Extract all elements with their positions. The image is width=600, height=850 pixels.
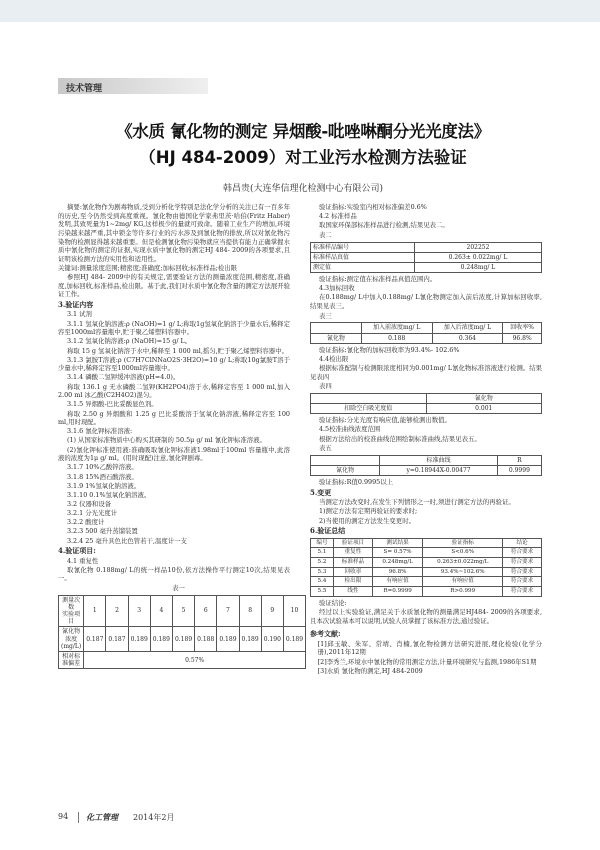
body-text: 3.1.10 0.1%氢氧化钠溶液。	[66, 490, 151, 499]
body-text: 3.2.4 25 毫升具色比色管若干,温度计一支	[66, 536, 187, 545]
table-caption: 表五	[318, 444, 332, 453]
table-cell: 5.3	[311, 567, 334, 577]
reference-item: [2]李秀兰,环境水中氰化物的常用测定方法,计量环境研究与监测,1986年S1期	[317, 657, 537, 666]
table-cell: 符合要求	[503, 558, 542, 568]
body-text: 根据标准配制与检测限浓度相同为0.001mg/ L氰化物标准溶液进行检测。结果见表四	[310, 363, 542, 381]
table-row-label: 标准样品真值	[311, 252, 415, 262]
keywords: 关键词:测量浓度范围;精密度;准确度;加标回收;标准样品;检出限	[58, 263, 238, 272]
table-header-cell: 5	[172, 595, 194, 627]
table-cell: 0.248mg/ L	[414, 262, 541, 272]
table-spike-recovery	[310, 322, 542, 343]
table-cell: 0.9999	[497, 466, 541, 476]
table-cell: 0.263± 0.022mg/ L	[414, 252, 541, 262]
body-text: 3.1.7 10%乙酸锌溶液。	[66, 463, 138, 472]
body-text: 1)测定方法有定期再验证的要求时;	[318, 507, 418, 516]
reference-item: [1]邱玉敏、朱军、常靖、肖楠,氰化物检测方法研究进展,理化检验(化学分册),2011年12期	[317, 639, 542, 657]
subsection-heading: 4.5校准曲线浓度范围	[318, 425, 381, 434]
subsection-heading: 4.4检出限	[318, 354, 349, 363]
body-text: 验证指标:R值0.9995以上	[318, 478, 394, 487]
references-heading: 参考文献:	[310, 629, 341, 639]
table-cell: 5.5	[311, 587, 334, 597]
table-header-cell: 6	[195, 595, 217, 627]
table-cell: 符合要求	[503, 548, 542, 558]
issue-date: 2014年2月	[133, 813, 175, 822]
table-row-label: 氰化物	[311, 466, 380, 476]
body-text: 3.1.2 氢氧化钠溶液:ρ (NaOH)=15 g/ L。	[66, 337, 192, 346]
intro-paragraph: 参照HJ 484- 2009中的有关规定,需要验证方法的测量浓度范围,精密度,准确度,加标回收,标准样品,检出限。基于此,我们对水质中氰化物含量的测定方法展开验证工作。	[58, 273, 290, 299]
table-header-cell: 测量次数	[62, 596, 81, 611]
table-header-cell: 1	[84, 595, 106, 627]
table-header-cell: 编号	[311, 538, 334, 548]
table-header-cell: 标准曲线	[380, 455, 498, 465]
journal-name: 化工管理	[86, 812, 118, 822]
table-row	[311, 548, 542, 558]
category-tag: 技术管理	[58, 78, 208, 94]
table-cell: 重复性	[334, 548, 373, 558]
table-header-cell: 8	[239, 595, 261, 627]
table-row	[311, 577, 542, 587]
body-text: 3.1.1 氢氧化钠溶液:ρ (NaOH)=1 g/ L;称取1g氢氧化钠溶于少量水后,稀释定容至1000ml容量瓶中,贮于聚乙烯塑料容器中。	[58, 319, 290, 337]
left-column	[58, 203, 304, 671]
table-row-label: 氰化物浓度(mg/L)	[59, 627, 84, 652]
table-row-label: 相对标准偏差	[59, 651, 84, 668]
body-text: 3.1.6 氰化钾标准溶液:	[66, 427, 133, 436]
table-header-cell: R	[497, 455, 541, 465]
table-summary	[310, 538, 542, 597]
author-line: 韩昌贵(大连华信理化检测中心有限公司)	[222, 184, 384, 194]
reference-item: [3]水质 氰化物的测定,HJ 484-2009	[317, 666, 423, 675]
body-text: 3.1.3 氯胺T溶液:ρ (C7H7ClNNaO2S·3H2O)=10 g/ L;称取10g氯胺T溶于少量水中,稀释定容至1000ml容量瓶中。	[58, 355, 290, 373]
body-text: 3.1.5 异烟酸-巴比妥酸显色剂。	[66, 400, 158, 409]
table-cell: 0.364	[432, 333, 503, 343]
table-cell: 0.189	[283, 627, 305, 652]
table-cell: 0.188	[361, 333, 432, 343]
table-cell: 回收率	[334, 567, 373, 577]
table-cell: 0.190	[261, 627, 283, 652]
table-row-label: 氰化物	[311, 333, 362, 343]
right-column	[310, 203, 542, 676]
table-cell: 0.188	[195, 627, 217, 652]
table-cell: 符合要求	[503, 577, 542, 587]
table-row-label: 测定值	[311, 262, 415, 272]
body-text: 在0.188mg/ L中加入0.188mg/ L氰化物测定加入前后浓度,计算加标回收率,结果见表三。	[310, 293, 542, 311]
body-text: (2)氰化钾标准使用液:准确吸取氰化钾标准液1.98ml于100ml 容量瓶中,此溶液的浓度为1μ g/ ml。(用时现配)注意,氰化钾剧毒。	[58, 445, 290, 463]
body-text: 验证指标:分光光度有响应值,能够检测出数值。	[318, 416, 451, 425]
table-standard-sample	[310, 242, 542, 274]
table-cell: 有响应值	[423, 577, 503, 587]
page-footer	[58, 812, 548, 824]
table-row-label: 标准样品编号	[311, 242, 415, 252]
table-cell: 0.248mg/L	[372, 558, 422, 568]
table-cell: 0.189	[239, 627, 261, 652]
body-text: (1) 从国家标准物质中心购买其研制的 50.5μ g/ ml 氰化钾标准溶液。	[66, 436, 266, 445]
table-cell: 线性	[334, 587, 373, 597]
table-header-cell: 测试结果	[372, 538, 422, 548]
table-header-cell: 氰化物	[426, 393, 542, 403]
subsection-heading: 3.2 仪器和设备	[66, 499, 112, 508]
subsection-heading: 4.2 标准样品	[318, 212, 357, 221]
section-heading: 6.验证总结	[310, 526, 346, 536]
table-cell: 5.4	[311, 577, 334, 587]
table-cell: 96.8%	[503, 333, 542, 343]
table-header-cell: 加入后浓度mg/ L	[432, 323, 503, 333]
table-cell: 标准样品	[334, 558, 373, 568]
body-text: 3.1.8 15%酒石酸溶液。	[66, 472, 138, 481]
references-list	[310, 640, 542, 676]
table-cell: 5.1	[311, 548, 334, 558]
section-heading: 5.变更	[310, 487, 332, 497]
table-header-cell: 结论	[503, 538, 542, 548]
body-text: 2)当使用的测定方法发生变更时。	[318, 516, 415, 525]
subsection-heading: 4.1 重复性	[66, 556, 99, 565]
table-header-cell: 2	[106, 595, 128, 627]
body-text: 3.2.3 500 毫升蒸馏装置	[66, 527, 138, 536]
body-text: 验证指标:测定值在标准样品真值范围内。	[318, 275, 437, 284]
table-header-cell: 验证项目	[334, 538, 373, 548]
body-text: 称取 136.1 g 无水磷酸二氢钾(KH2PO4)溶于水,稀释定容至 1 000 ml,加入 2.00 ml 冰乙酸(C2H4O2)混匀。	[58, 382, 290, 400]
table-cell: 检出限	[334, 577, 373, 587]
table-cell: 符合要求	[503, 567, 542, 577]
subsection-heading: 3.1 试剂	[66, 310, 92, 319]
article-title-line2: （HJ 484-2009）对工业污水检测方法验证	[139, 148, 467, 167]
table-cell: 93.4%~102.6%	[423, 567, 503, 577]
page-number: 94	[58, 812, 69, 821]
table-calibration-curve	[310, 455, 542, 476]
body-text: 根据方法给出的校准曲线范围绘制标准曲线,结果见表五。	[318, 434, 481, 443]
body-text: 称取 15 g 氢氧化钠溶于水中,稀释至 1 000 ml,摇匀,贮于聚乙烯塑料容器中。	[66, 346, 288, 355]
body-text: 验证指标:氰化物的加标回收率为93.4%- 102.6%	[318, 345, 460, 354]
footer-divider	[78, 812, 79, 823]
body-text: 验证结论:	[318, 598, 347, 607]
body-text: 称取 2.50 g 异烟酸和 1.25 g 巴比妥酸溶于氢氧化钠溶液,稀释定容至 100 ml,用时现配。	[58, 409, 290, 427]
table-cell: 0.187	[106, 627, 128, 652]
table-cell: S<0.6%	[423, 548, 503, 558]
table-caption: 表二	[318, 230, 332, 239]
table-header-cell: 3	[128, 595, 150, 627]
body-text: 验证指标:实验室内相对标准偏差0.6%	[318, 203, 427, 211]
table-row-label: 扣除空白吸光度值	[311, 404, 427, 414]
table-cell: 96.8%	[372, 567, 422, 577]
table-header-cell: 10	[283, 595, 305, 627]
table-header-cell: 4	[150, 595, 172, 627]
table-cell: 0.189	[150, 627, 172, 652]
table-cell: R>0.999	[423, 587, 503, 597]
table-header-cell: 9	[261, 595, 283, 627]
body-text: 3.2.2 酸度计	[66, 518, 105, 527]
table-cell: 0.263±0.022mg/L	[423, 558, 503, 568]
table-row	[311, 558, 542, 568]
table-cell: 0.189	[172, 627, 194, 652]
conclusion-text: 经过以上实验验证,满足关于水质氰化物的测量满足HJ484- 2009的各项要求,且本次试验基本可以说明,试验人员掌握了该标准方法,通过验证。	[310, 608, 542, 625]
table-row	[311, 587, 542, 597]
section-heading: 4.验证项目:	[58, 546, 96, 556]
table-row	[311, 567, 542, 577]
table-cell: 0.189	[128, 627, 150, 652]
body-text: 3.2.1 分光光度计	[66, 509, 118, 518]
table-cell: 0.57%	[84, 651, 306, 668]
table-cell: 202252	[414, 242, 541, 252]
table-header-cell: 验证指标	[423, 538, 503, 548]
table-caption: 表一	[172, 584, 185, 592]
table-header-cell: 回收率%	[503, 323, 542, 333]
table-cell: 符合要求	[503, 587, 542, 597]
body-text: 3.1.9 1%氢氧化钠溶液。	[66, 481, 141, 490]
body-text: 当测定方法改变时,在发生下列情形之一时,须进行测定方法的再验证。	[318, 498, 515, 507]
table-cell: 有响应值	[372, 577, 422, 587]
body-text: 取氰化物 0.188mg/ L的统一样品10份,依方法操作平行测定10次,结果见表一。	[58, 565, 290, 583]
table-detection-limit	[310, 393, 542, 414]
table-header-cell: 7	[217, 595, 239, 627]
table-caption: 表三	[318, 311, 332, 320]
table-header-cell: 加入前浓度mg/ L	[361, 323, 432, 333]
table-header-cell: 实验项目	[62, 611, 81, 626]
body-text: 取国家环保部标准样品进行检测,结果见表二。	[318, 221, 449, 230]
table-cell: 0.187	[84, 627, 106, 652]
subsection-heading: 4.3加标回收	[318, 284, 355, 293]
table-caption: 表四	[318, 382, 332, 391]
table-cell: R=0.9999	[372, 587, 422, 597]
top-band	[0, 0, 600, 22]
abstract: 摘要:氰化物作为剧毒物质,受到分析化学特别是法化学分析的关注已有一百多年的历史,至今仍然受到高度重视。氰化物由德国化学家弗里茨·哈伯(Fritz Haber)发明,其致死量为1~2mg/ KG,这样极少的量就可致命。随着工业生产的增加,环境污染越来越严重,其中锁金等许多行业的污水涉及到氰化物的排放,所以对氰化物污染物的检测显得越来越重要。但是检测氰化物污染物就应当提供有能力正确掌握水质中氰化物的测定的证据,实现水质中氰化物的测定HJ 484- 2009的各项要求,且证明该检测方法的实用性和适用性。	[58, 203, 290, 263]
table-repeatability	[58, 595, 306, 670]
table-cell: y=0.18944X-0.00477	[380, 466, 498, 476]
article-title-line1: 《水质 氰化物的测定 异烟酸-吡唑啉酮分光光度法》	[116, 122, 490, 141]
section-heading: 3.验证内容	[58, 300, 94, 310]
table-cell: S= 0.57%	[372, 548, 422, 558]
table-cell: 0.189	[217, 627, 239, 652]
table-cell: 5.2	[311, 558, 334, 568]
body-text: 3.1.4 磷酸二氢钾缓冲溶液(pH=4.0)。	[66, 373, 180, 382]
table-cell: 0.001	[426, 404, 542, 414]
